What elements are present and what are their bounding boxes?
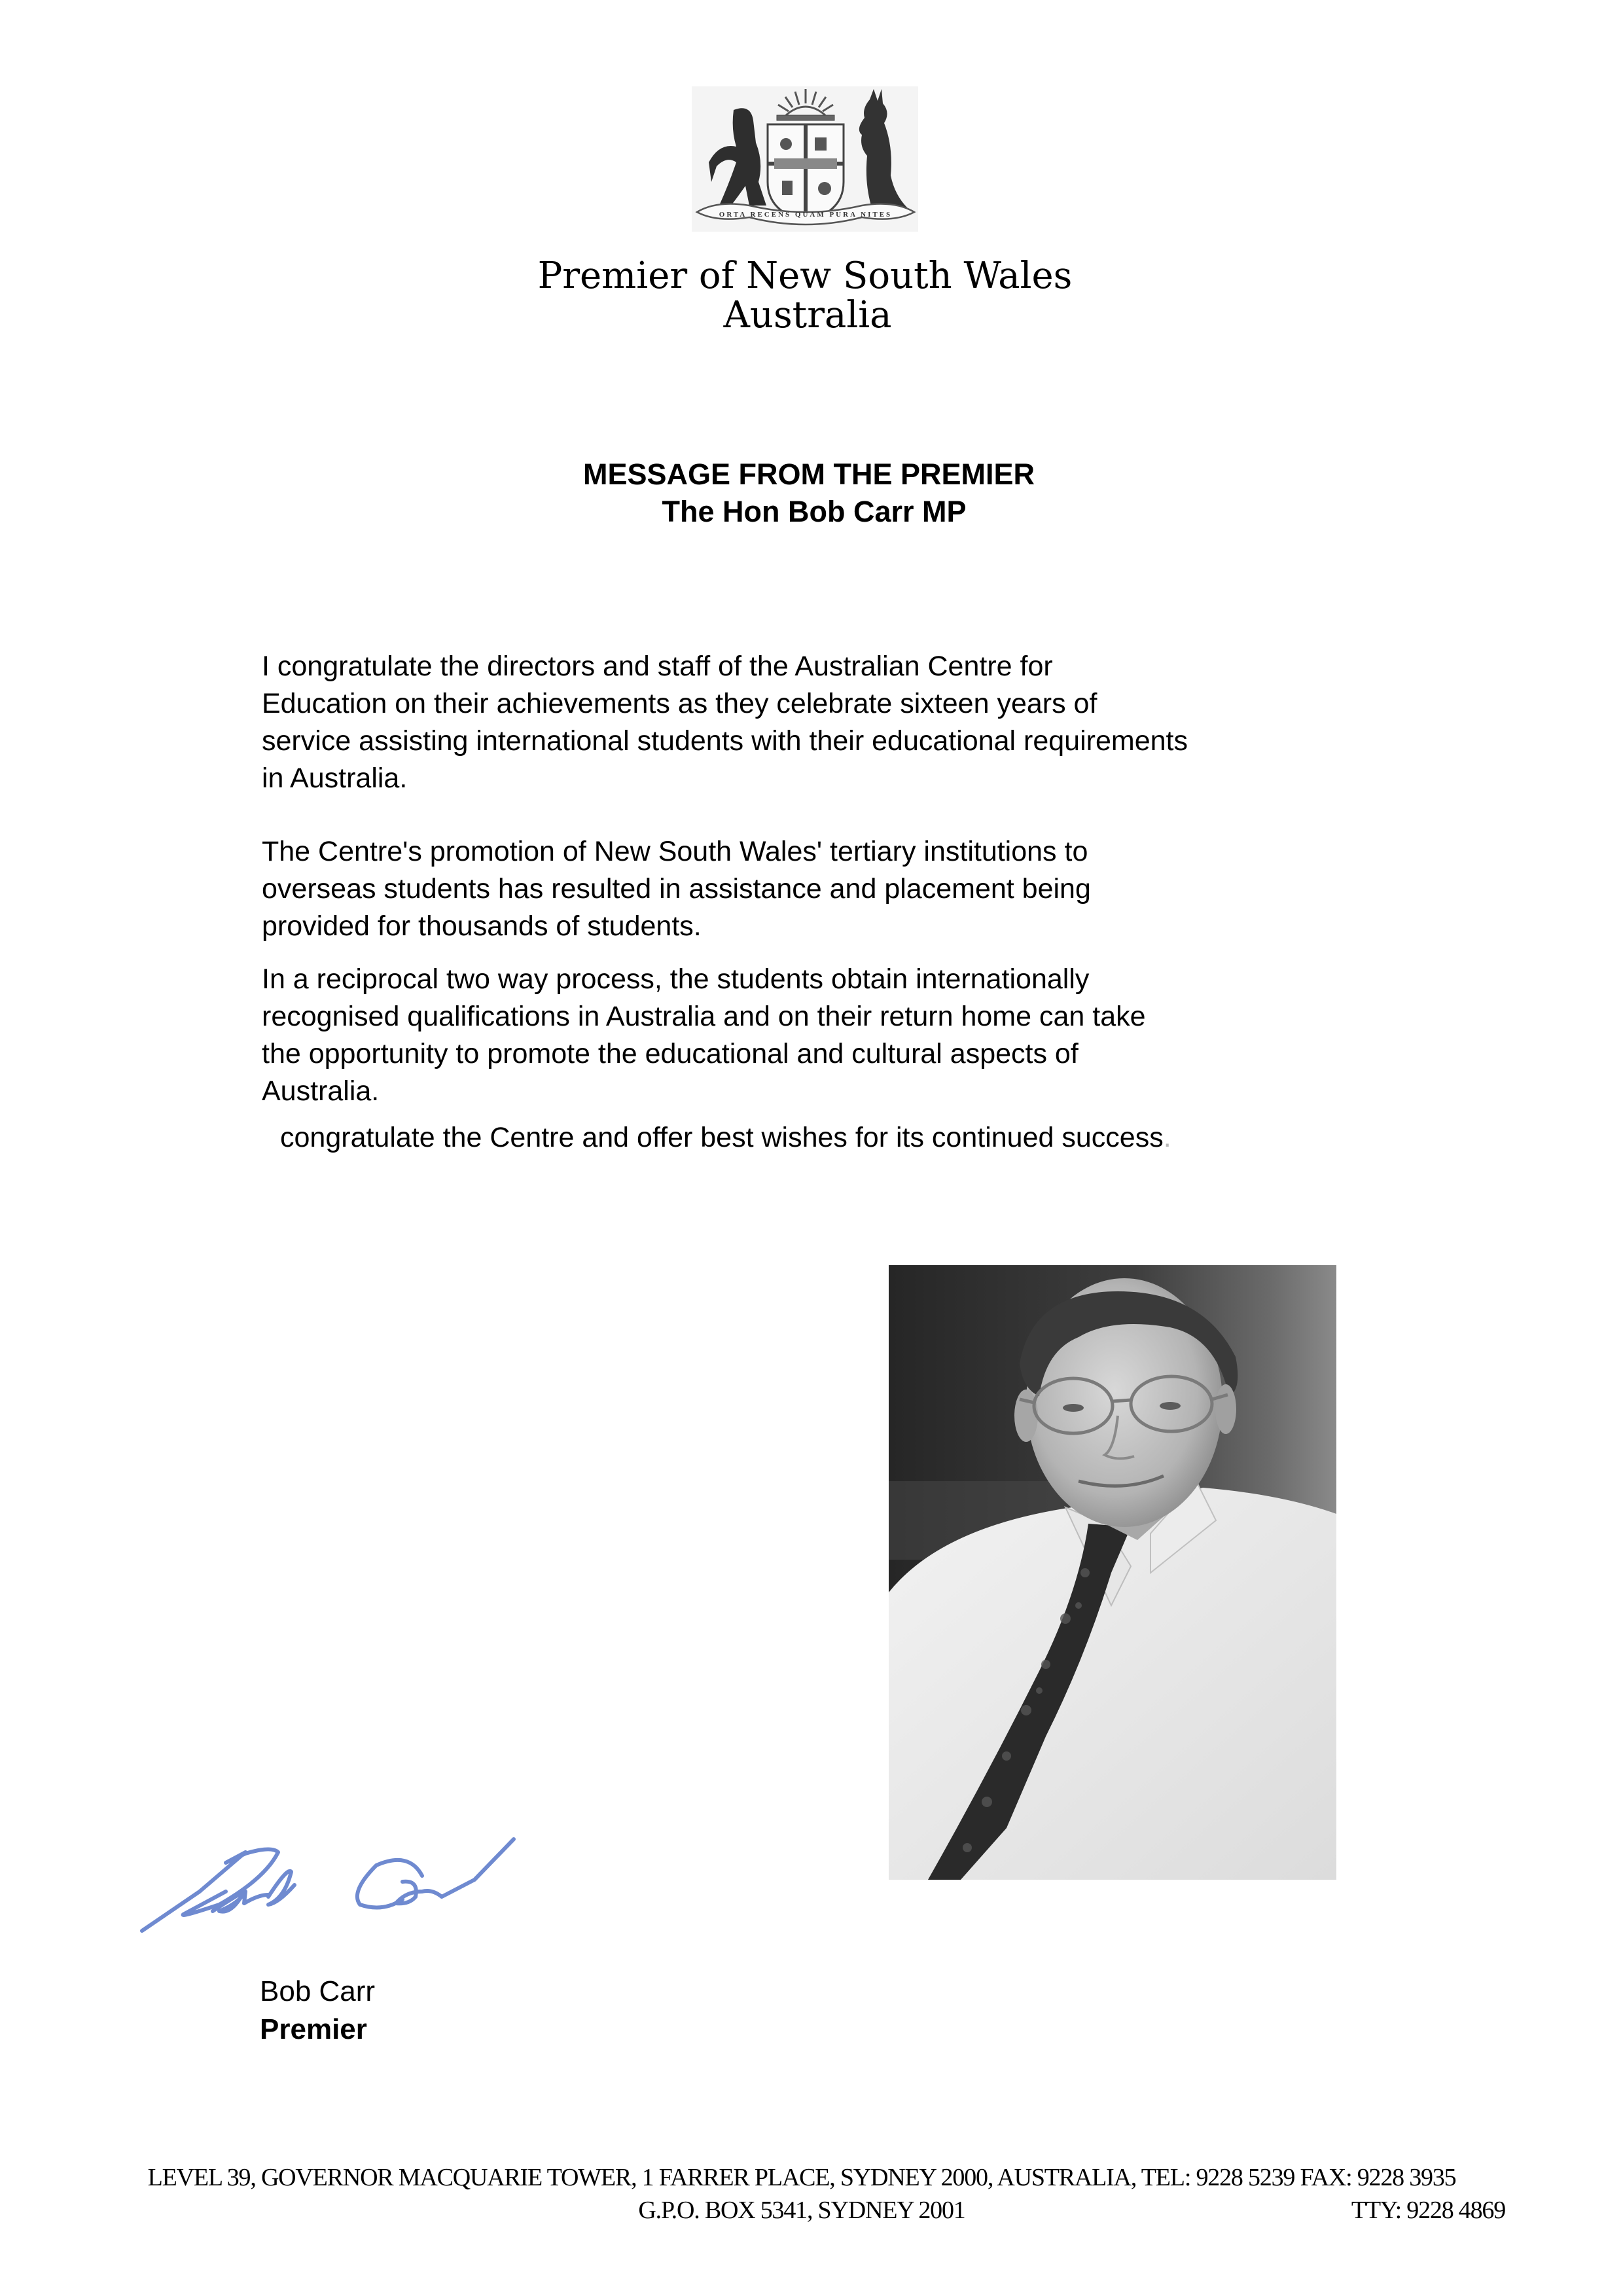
- body-paragraph: [262, 648, 1387, 797]
- paragraph-line: service assisting international students with their educational requirements: [262, 725, 1188, 757]
- handwritten-signature: [134, 1820, 690, 1950]
- signatory-name: Bob Carr: [260, 1975, 376, 2007]
- message-author: The Hon Bob Carr MP: [662, 495, 967, 528]
- office-country: Australia: [723, 294, 892, 336]
- signatory-title: Premier: [260, 2013, 367, 2045]
- message-heading: MESSAGE FROM THE PREMIER: [582, 457, 1035, 491]
- footer-contact-row: [98, 2196, 1505, 2225]
- paragraph-line: Education on their achievements as they celebrate sixteen years of: [262, 688, 1097, 719]
- footer-tty: TTY: 9228 4869: [1351, 2197, 1505, 2224]
- portrait-photo: [889, 1265, 1336, 1880]
- paragraph-line: The Centre's promotion of New South Wales' tertiary institutions to: [262, 836, 1088, 867]
- paragraph-line: I congratulate the directors and staff of the Australian Centre for: [262, 651, 1053, 682]
- closing-text: congratulate the Centre and offer best wishes for its continued success: [280, 1122, 1164, 1153]
- paragraph-line: In a reciprocal two way process, the students obtain internationally: [262, 963, 1090, 995]
- paragraph-line: in Australia.: [262, 762, 408, 794]
- shield-icon: [768, 124, 844, 221]
- paragraph-line: overseas students has resulted in assistance and placement being: [262, 873, 1091, 905]
- svg-text:ORTA RECENS QUAM PURA NITES: ORTA RECENS QUAM PURA NITES: [719, 211, 893, 219]
- body-paragraph: [262, 833, 1387, 945]
- paragraph-line: the opportunity to promote the educational and cultural aspects of: [262, 1038, 1079, 1069]
- closing-line: [280, 1119, 1171, 1157]
- footer-address: LEVEL 39, GOVERNOR MACQUARIE TOWER, 1 FARRER PLACE, SYDNEY 2000, AUSTRALIA, TEL: 9228 5239 FAX: 9228 3935: [147, 2164, 1456, 2191]
- body-paragraph: [262, 961, 1387, 1110]
- coat-of-arms-logo: [690, 84, 921, 234]
- paragraph-line: recognised qualifications in Australia and on their return home can take: [262, 1001, 1146, 1032]
- closing-period: .: [1163, 1122, 1171, 1153]
- paragraph-line: provided for thousands of students.: [262, 910, 702, 942]
- paragraph-line: Australia.: [262, 1075, 380, 1107]
- footer-po-box: G.P.O. BOX 5341, SYDNEY 2001: [638, 2197, 965, 2224]
- office-title: Premier of New South Wales: [537, 255, 1073, 297]
